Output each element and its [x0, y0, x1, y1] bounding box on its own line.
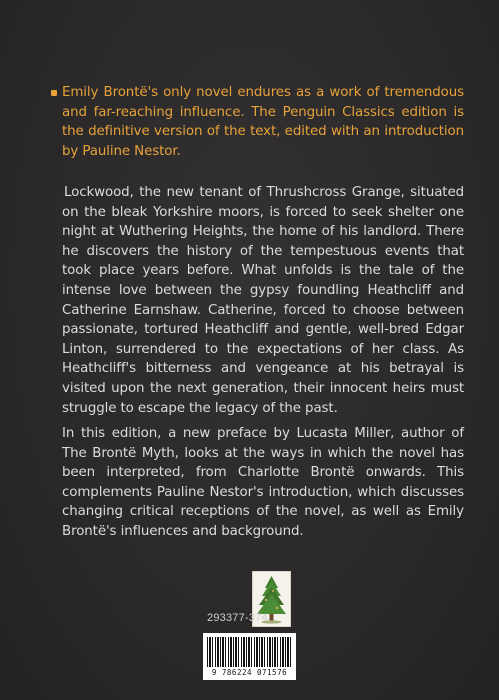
barcode	[203, 633, 296, 680]
bullet-mark	[51, 90, 57, 96]
barcode-number: 9 786224 071576	[211, 668, 288, 677]
barcode-bars	[207, 637, 292, 667]
edition-paragraph: In this edition, a new preface by Lucasta Miller, author of The Brontë Myth, looks at the ways in which the novel has been interpreted, from Charlotte Brontë onwards. This complements Pauline Nestor's introduction, which discusses changing critical receptions of the novel, as well as Emily Brontë's influences and background.	[62, 426, 464, 539]
stock-code: 293377-374	[207, 612, 268, 624]
synopsis-paragraph: Lockwood, the new tenant of Thrushcross Grange, situated on the bleak Yorkshire moors, is forced to seek shelter one night at Wuthering Heights, the home of his landlord. There he discovers the history of the tempestuous events that took place years before. What unfolds is the tale of the intense love between the gypsy foundling Heathcliff and Catherine Earnshaw. Catherine, forced to choose between passionate, tortured Heathcliff and gentle, well-bred Edgar Linton, surrendered to the expectations of her class. As Heathcliff's bitterness and vengeance at his betrayal is visited upon the next generation, their innocent heirs must struggle to escape the legacy of the past.	[62, 185, 464, 416]
highlight-paragraph: Emily Brontë's only novel endures as a work of tremendous and far-reaching influence. The Penguin Classics edition is the definitive version of the text, edited with an introduction by Pauline Nestor.	[62, 85, 464, 159]
